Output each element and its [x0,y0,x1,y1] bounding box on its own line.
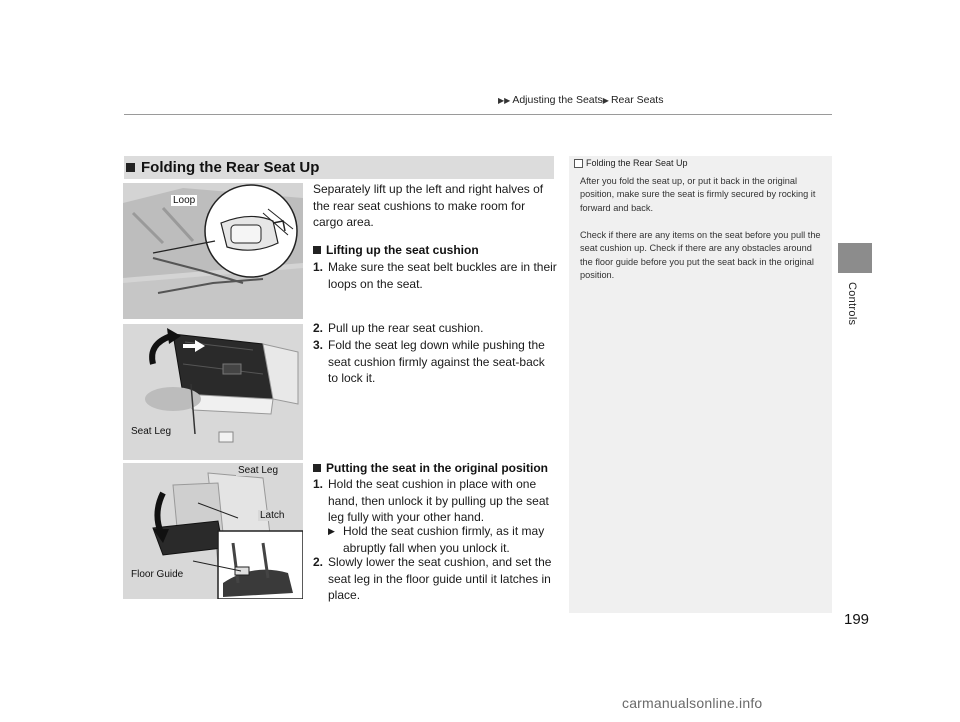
callout-seat-leg: Seat Leg [131,426,172,437]
step-item [313,476,558,526]
breadcrumb [498,94,663,106]
seat-folded-illustration [123,324,303,460]
chapter-label: Controls [846,282,858,326]
subheading-lifting [313,243,479,257]
note-title-text: Folding the Rear Seat Up [586,158,688,168]
square-bullet-icon [313,464,321,472]
step-number: 2. [313,321,324,335]
step-item [313,554,558,604]
step-text: Fold the seat leg down while pushing the seat cushion firmly against the seat-back to lock it. [328,338,545,385]
note-box [569,156,832,613]
tip-arrow-icon: ▶ [328,526,335,536]
section-heading [124,156,554,179]
figure-belt-loop [123,183,303,319]
note-paragraph: After you fold the seat up, or put it back in the original position, make sure the seat is firmly secured by rocking it forward and back. [580,176,816,213]
step-item [313,337,558,387]
square-bullet-icon [313,246,321,254]
callout-floor-guide: Floor Guide [131,569,184,580]
step-text: Pull up the rear seat cushion. [328,321,484,335]
step-number: 1. [313,260,324,274]
callout-seat-leg: Seat Leg [238,465,279,476]
page-number: 199 [844,611,870,628]
subheading-lifting-text: Lifting up the seat cushion [326,243,479,257]
breadcrumb-level2: Rear Seats [610,94,664,106]
note-title [574,158,688,168]
reference-icon [574,159,583,168]
step-number: 1. [313,477,324,491]
callout-loop: Loop [173,195,196,206]
figure-seat-original [123,463,303,599]
belt-loop-illustration [123,183,303,319]
breadcrumb-level1: Adjusting the Seats [512,94,603,106]
step-text: Make sure the seat belt buckles are in their loops on the seat. [328,260,557,291]
step-number: 2. [313,555,324,569]
subheading-putting [313,461,548,475]
tip-text: Hold the seat cushion firmly, as it may abruptly fall when you unlock it. [343,524,545,555]
watermark: carmanualsonline.info [622,695,763,711]
header-rule [124,114,832,115]
breadcrumb-arrow-icon: ▶ [602,96,609,105]
breadcrumb-arrow-icon: ▶▶ [498,96,511,105]
step-item [313,320,558,337]
callout-latch: Latch [260,510,285,521]
step-text: Slowly lower the seat cushion, and set the seat leg in the floor guide until it latches in place. [328,555,552,602]
intro-paragraph: Separately lift up the left and right halves of the rear seat cushions to make room for cargo area. [313,182,544,229]
square-bullet-icon [126,163,135,172]
figure-seat-folded [123,324,303,460]
section-title: Folding the Rear Seat Up [141,159,320,176]
note-paragraph: Check if there are any items on the seat before you pull the seat cushion up. Check if there are any obstacles around the floor guide before you put the seat back in the original position. [580,230,821,281]
subheading-putting-text: Putting the seat in the original position [326,461,548,475]
tip-item [328,523,556,556]
step-text: Hold the seat cushion in place with one hand, then unlock it by pulling up the seat leg fully with your other hand. [328,477,549,524]
step-item [313,259,558,292]
chapter-tab [838,243,872,273]
step-number: 3. [313,338,324,352]
